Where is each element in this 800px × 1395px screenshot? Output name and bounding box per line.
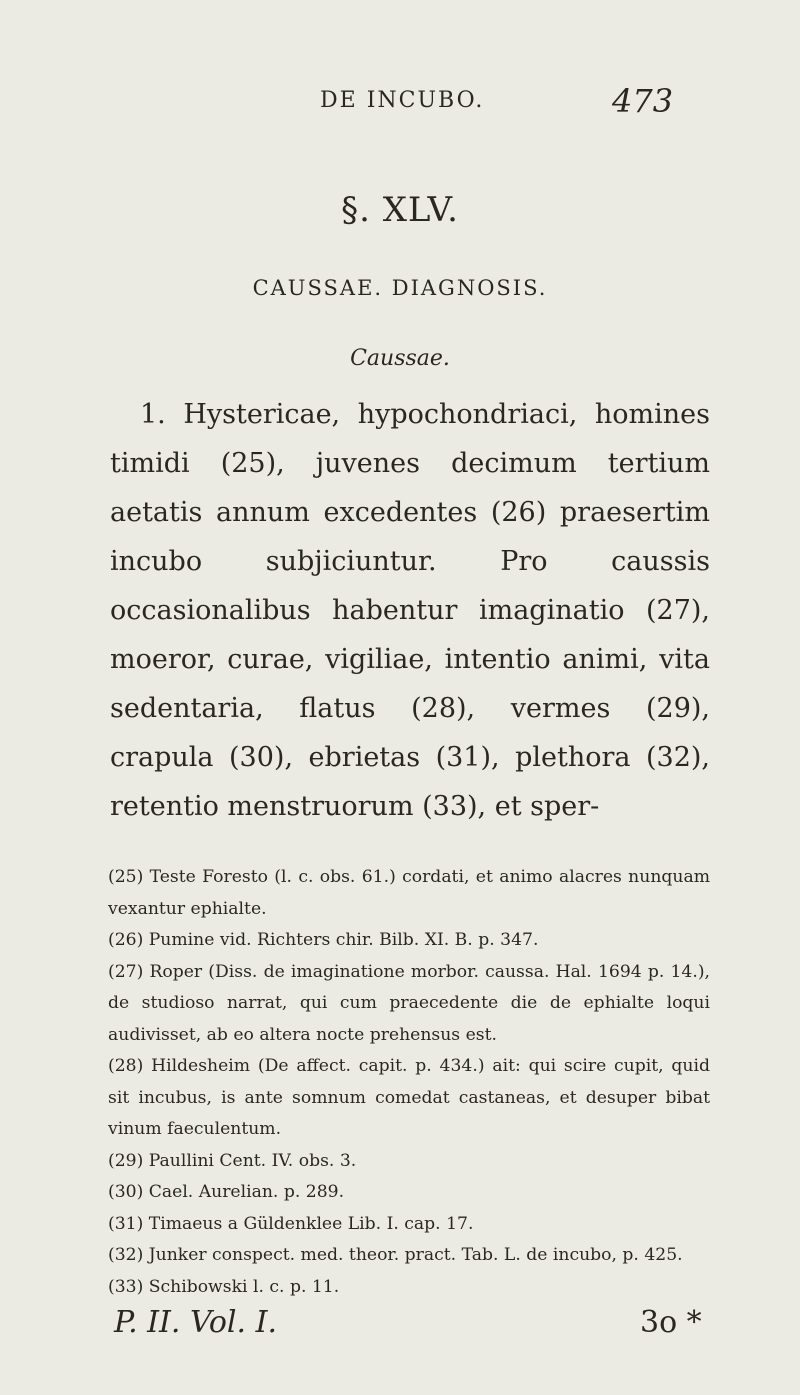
page-number: 473: [612, 82, 674, 120]
footnote-25: (25) Teste Foresto (l. c. obs. 61.) cordati, et animo alacres nunquam vexantur ephialte.: [108, 867, 710, 919]
footnotes: [108, 862, 710, 1303]
section-heading: §. XLV.: [341, 190, 459, 230]
running-title: DE INCUBO.: [320, 88, 485, 113]
body-paragraph: 1. Hystericae, hypochondriaci, homines timidi (25), juvenes decimum tertium aetatis annum excedentes (26) praesertim incubo subjiciuntur. Pro caussis occasionalibus habentur imaginatio (27), moeror, curae, vigiliae, intentio animi, vita sedentaria, flatus (28), vermes (29), crapula (30), ebrietas (31), plethora (32), retentio menstruorum (33), et sper-: [110, 399, 710, 822]
footnote-31: (31) Timaeus a Güldenklee Lib. I. cap. 17.: [108, 1213, 474, 1234]
footnote-32: (32) Junker conspect. med. theor. pract. Tab. L. de incubo, p. 425.: [108, 1245, 683, 1265]
signature: P. II. Vol. I.: [114, 1305, 277, 1340]
footnote-26: (26) Pumine vid. Richters chir. Bilb. XI. B. p. 347.: [108, 930, 539, 950]
sheet-mark: 3o *: [640, 1305, 702, 1340]
section-subtitle: CAUSSAE. DIAGNOSIS.: [252, 276, 548, 300]
subheading: Caussae.: [350, 346, 450, 371]
page-footer: [114, 1305, 714, 1345]
footnote-28: (28) Hildesheim (De affect. capit. p. 434.) ait: qui scire cupit, quid sit incubus, is ante somnum comedat castaneas, et desuper bibat vinum faeculentum.: [108, 1056, 710, 1139]
running-head: [0, 82, 800, 122]
footnote-33: (33) Schibowski l. c. p. 11.: [108, 1276, 340, 1297]
footnote-29: (29) Paullini Cent. IV. obs. 3.: [108, 1150, 357, 1171]
footnote-27: (27) Roper (Diss. de imaginatione morbor. caussa. Hal. 1694 p. 14.), de studioso narrat, qui cum praecedente die de ephialte loqui audivisset, ab eo altera nocte prehensus est.: [108, 961, 710, 1045]
footnote-30: (30) Cael. Aurelian. p. 289.: [108, 1182, 345, 1202]
